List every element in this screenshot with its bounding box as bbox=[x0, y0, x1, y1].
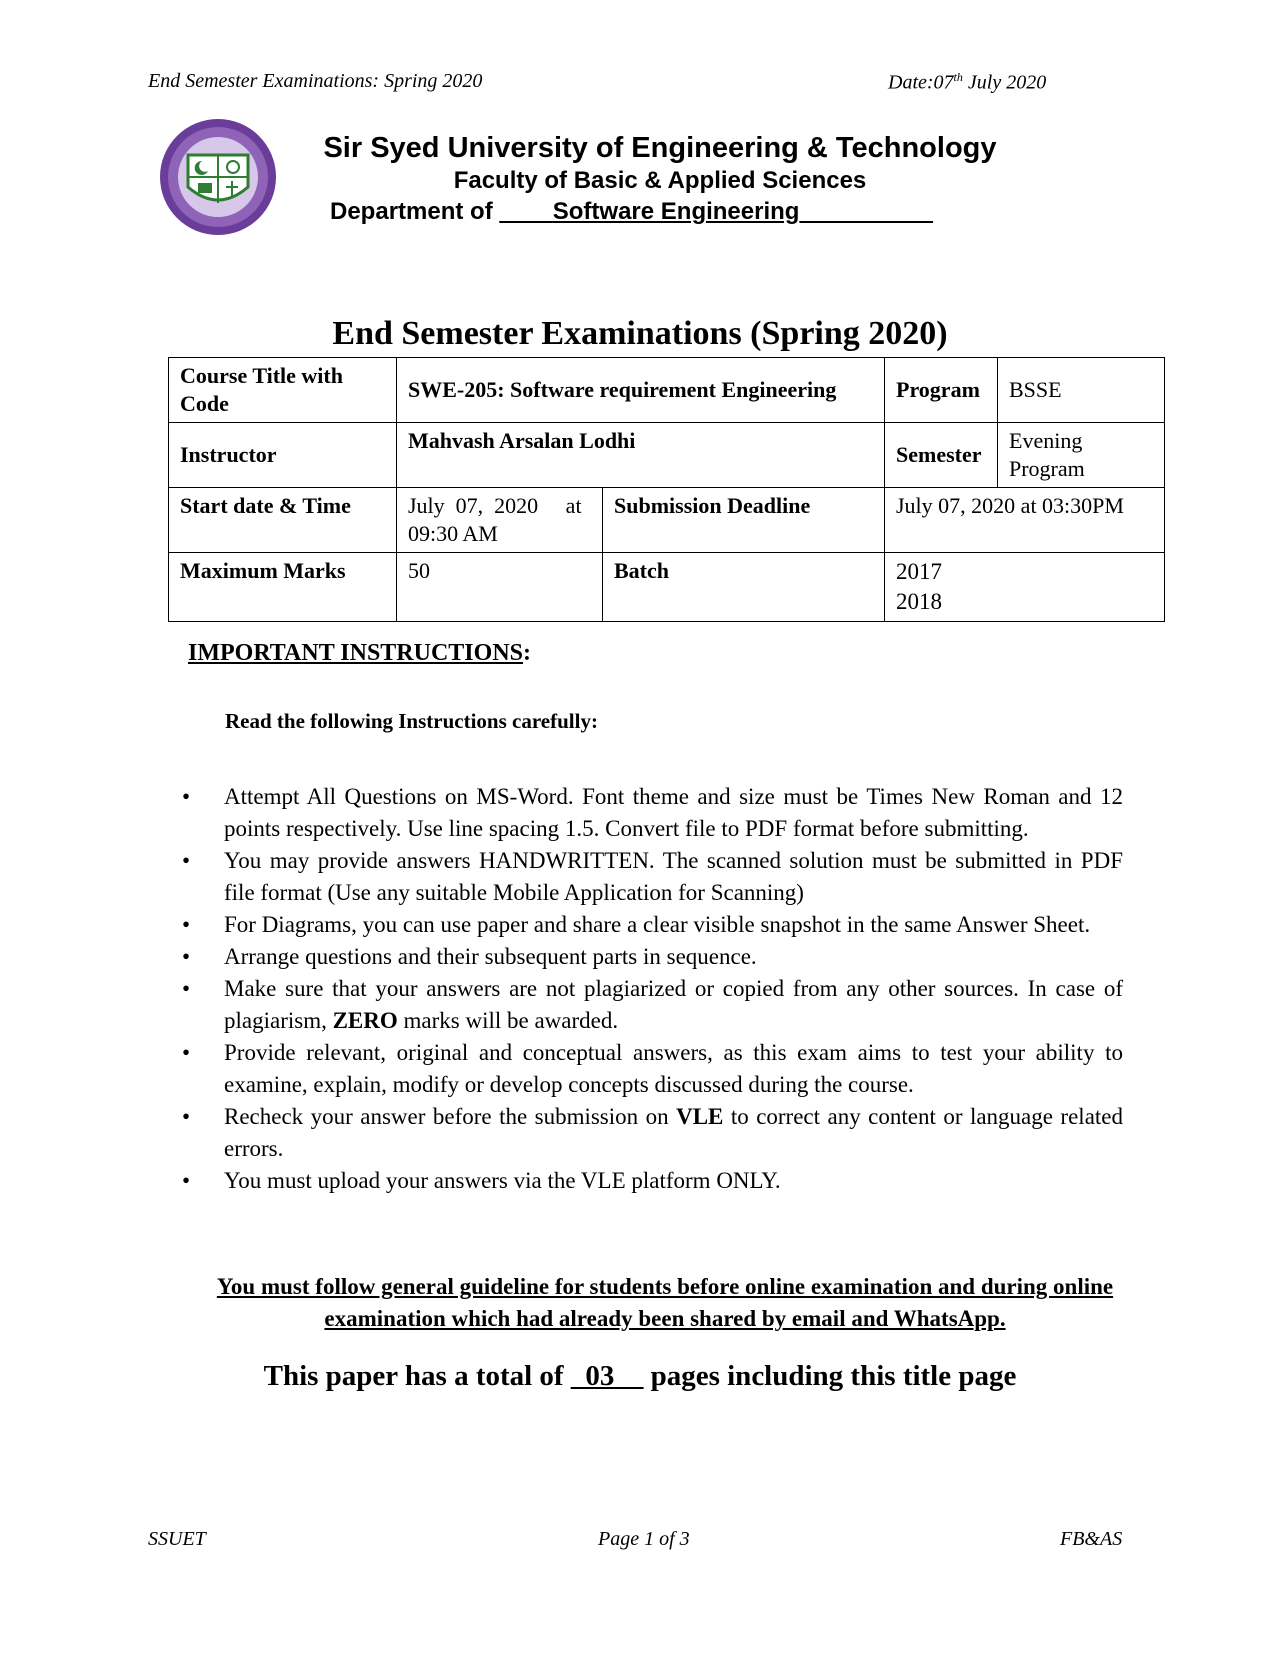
list-item-text: Recheck your answer before the submission on bbox=[224, 1104, 677, 1129]
zero-emphasis: ZERO bbox=[332, 1008, 398, 1033]
course-title-label: Course Title with Code bbox=[169, 358, 397, 423]
instructor-label: Instructor bbox=[169, 423, 397, 488]
deadline-label: Submission Deadline bbox=[603, 488, 885, 553]
exam-title: End Semester Examinations (Spring 2020) bbox=[332, 315, 948, 352]
list-item: • You must upload your answers via the VLE platform ONLY. bbox=[182, 1165, 1123, 1197]
university-name: Sir Syed University of Engineering & Technology bbox=[323, 132, 997, 164]
important-instructions-heading bbox=[188, 640, 531, 667]
instruction-list bbox=[182, 781, 1123, 1197]
start-date-line1: July 07, 2020 at bbox=[408, 493, 582, 518]
list-item: • Provide relevant, original and conceptual answers, as this exam aims to test your ability to examine, explain, modify or develop concepts discussed during the course. bbox=[182, 1037, 1123, 1101]
list-item: • You may provide answers HANDWRITTEN. The scanned solution must be submitted in PDF file format (Use any suitable Mobile Application for Scanning) bbox=[182, 845, 1123, 909]
start-date-line2: 09:30 AM bbox=[408, 521, 498, 546]
semester-value: Evening Program bbox=[998, 423, 1165, 488]
running-header-date bbox=[888, 70, 1046, 95]
max-marks-value: 50 bbox=[397, 553, 603, 622]
department-name: Software Engineering bbox=[552, 198, 800, 225]
footer-page-number: Page 1 of 3 bbox=[598, 1528, 690, 1550]
program-value: BSSE bbox=[998, 358, 1165, 423]
date-suffix: July 2020 bbox=[962, 71, 1047, 94]
table-row bbox=[169, 358, 1165, 423]
semester-label: Semester bbox=[885, 423, 998, 488]
exam-info-table bbox=[168, 357, 1165, 622]
department-blank-before: ____ bbox=[499, 198, 553, 225]
date-prefix: Date:07 bbox=[888, 71, 954, 94]
list-item bbox=[182, 1101, 1123, 1165]
list-item-tail: marks will be awarded. bbox=[397, 1008, 619, 1033]
max-marks-label: Maximum Marks bbox=[169, 553, 397, 622]
important-heading-text: IMPORTANT INSTRUCTIONS bbox=[188, 640, 523, 666]
total-pages-suffix: __ pages including this title page bbox=[614, 1360, 1017, 1392]
list-item: • Arrange questions and their subsequent parts in sequence. bbox=[182, 941, 1123, 973]
batch-year-1: 2017 bbox=[896, 559, 942, 584]
university-seal-logo bbox=[158, 117, 278, 237]
instructor-value: Mahvash Arsalan Lodhi bbox=[397, 423, 885, 488]
faculty-name: Faculty of Basic & Applied Sciences bbox=[453, 167, 867, 194]
running-header-left: End Semester Examinations: Spring 2020 bbox=[148, 70, 483, 92]
batch-year-2: 2018 bbox=[896, 589, 942, 614]
total-pages-line bbox=[0, 1360, 1280, 1393]
start-date-value bbox=[397, 488, 603, 553]
program-label: Program bbox=[885, 358, 998, 423]
table-row bbox=[169, 553, 1165, 622]
vle-emphasis: VLE bbox=[676, 1104, 724, 1129]
seal-book-icon bbox=[198, 183, 212, 193]
start-date-label: Start date & Time bbox=[169, 488, 397, 553]
general-guideline-notice: You must follow general guideline for students before online examination and during online examination which had already been shared by email and WhatsApp. bbox=[216, 1274, 1114, 1331]
footer-right: FB&AS bbox=[1060, 1528, 1123, 1550]
read-instructions-line: Read the following Instructions carefully: bbox=[225, 709, 598, 733]
table-row bbox=[169, 488, 1165, 553]
footer-left: SSUET bbox=[148, 1528, 206, 1550]
total-pages-number: 03 bbox=[585, 1360, 615, 1392]
course-title-value: SWE-205: Software requirement Engineering bbox=[397, 358, 885, 423]
table-row bbox=[169, 423, 1165, 488]
department-line bbox=[330, 198, 933, 226]
department-underline bbox=[499, 198, 933, 225]
deadline-value: July 07, 2020 at 03:30PM bbox=[885, 488, 1165, 553]
list-item-text: Make sure that your answers are not plagiarized or copied from any other sources. In case of plagiarism, bbox=[224, 976, 1123, 1033]
list-item-tail: to correct any content or language related errors. bbox=[224, 1104, 1123, 1161]
important-heading-colon: : bbox=[523, 640, 531, 666]
total-pages-prefix: This paper has a total of _ bbox=[263, 1360, 586, 1392]
list-item bbox=[182, 973, 1123, 1037]
list-item: • For Diagrams, you can use paper and share a clear visible snapshot in the same Answer Sheet. bbox=[182, 909, 1123, 941]
list-item: • Attempt All Questions on MS-Word. Font theme and size must be Times New Roman and 12 points respectively. Use line spacing 1.5. Convert file to PDF format before submitting. bbox=[182, 781, 1123, 845]
department-prefix: Department of bbox=[330, 198, 500, 225]
batch-label: Batch bbox=[603, 553, 885, 622]
date-superscript: th bbox=[953, 70, 963, 84]
department-blank-after: __________ bbox=[799, 198, 933, 225]
batch-value bbox=[885, 553, 1165, 622]
